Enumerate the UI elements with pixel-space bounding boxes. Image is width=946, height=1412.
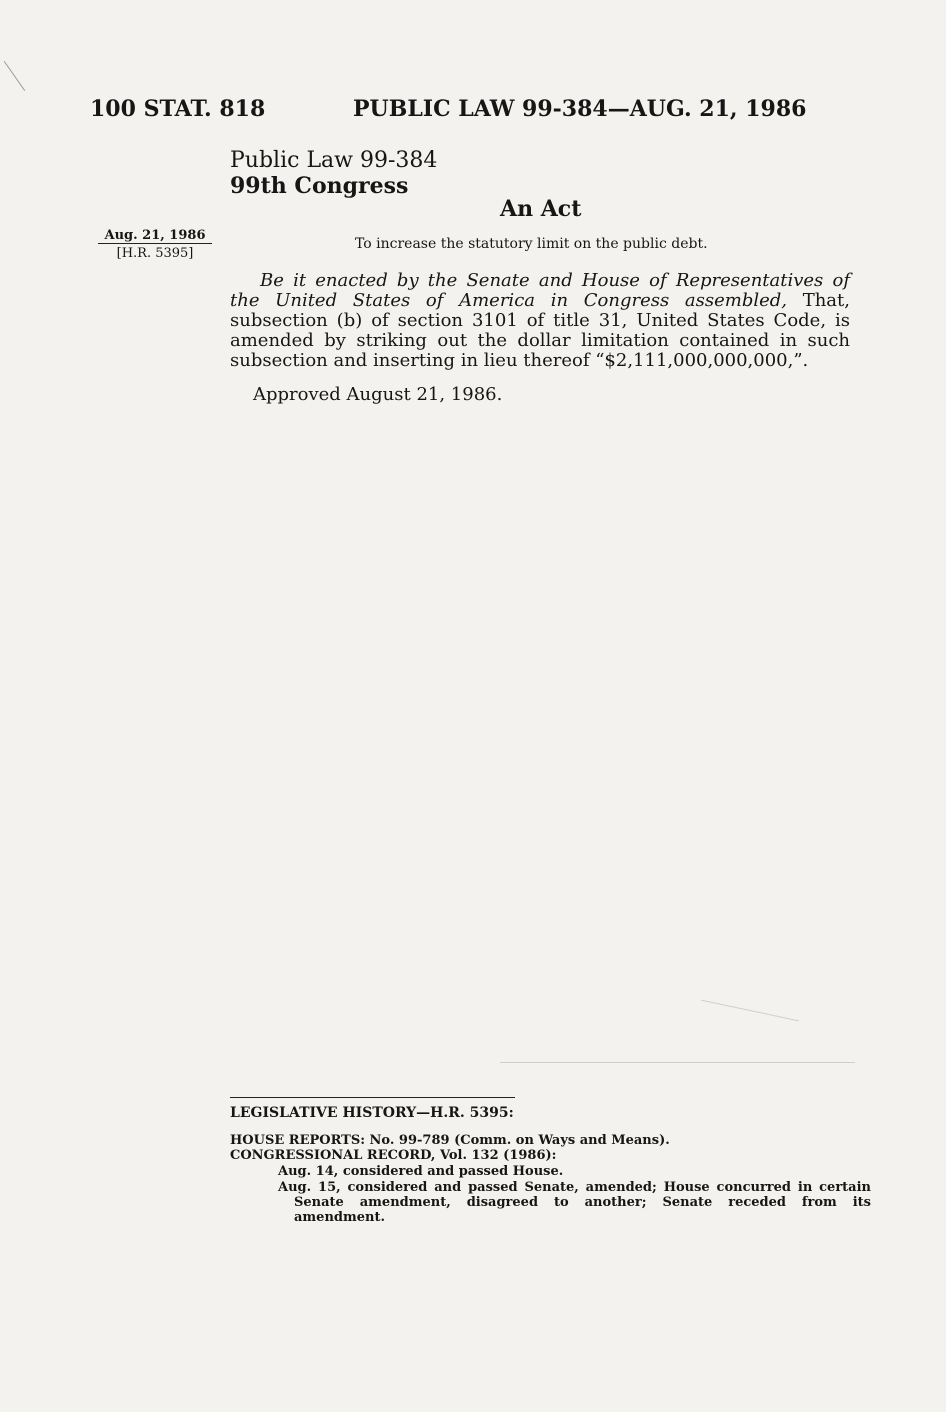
approval-line: Approved August 21, 1986. bbox=[253, 384, 503, 405]
scan-mark bbox=[4, 61, 25, 91]
act-text: That, subsection (b) of section 3101 of title 31, United States Code, is amended by striking out the dollar limitation contained in such subsection and inserting in lieu thereof “$2,111,000,000,000,”. bbox=[230, 290, 850, 371]
congressional-record: CONGRESSIONAL RECORD, Vol. 132 (1986): bbox=[230, 1148, 557, 1163]
running-head: PUBLIC LAW 99-384—AUG. 21, 1986 bbox=[353, 96, 807, 122]
enacting-clause: Be it enacted by the Senate and House of Representatives of the United States of America in Congress assembled, bbox=[230, 270, 850, 311]
history-entry: Aug. 14, considered and passed House. bbox=[278, 1164, 564, 1179]
history-entry: Aug. 15, considered and passed Senate, amended; House concurred in certain Senate amendment, disagreed to another; Senate receded from its amendment. bbox=[278, 1180, 871, 1225]
stat-page-number: 100 STAT. 818 bbox=[90, 96, 266, 122]
act-purpose: To increase the statutory limit on the public debt. bbox=[355, 236, 708, 252]
legislative-history-title: LEGISLATIVE HISTORY—H.R. 5395: bbox=[230, 1105, 514, 1121]
scan-mark bbox=[701, 1000, 799, 1022]
public-law-number: Public Law 99-384 bbox=[230, 148, 438, 173]
margin-bill-number: [H.R. 5395] bbox=[116, 246, 194, 261]
history-divider bbox=[230, 1097, 515, 1098]
margin-divider bbox=[98, 243, 212, 244]
scan-mark bbox=[500, 1062, 855, 1063]
act-body bbox=[230, 271, 850, 371]
act-title: An Act bbox=[500, 196, 582, 222]
congress-number: 99th Congress bbox=[230, 173, 409, 199]
margin-date: Aug. 21, 1986 bbox=[104, 228, 206, 243]
house-reports: HOUSE REPORTS: No. 99-789 (Comm. on Ways and Means). bbox=[230, 1133, 670, 1148]
